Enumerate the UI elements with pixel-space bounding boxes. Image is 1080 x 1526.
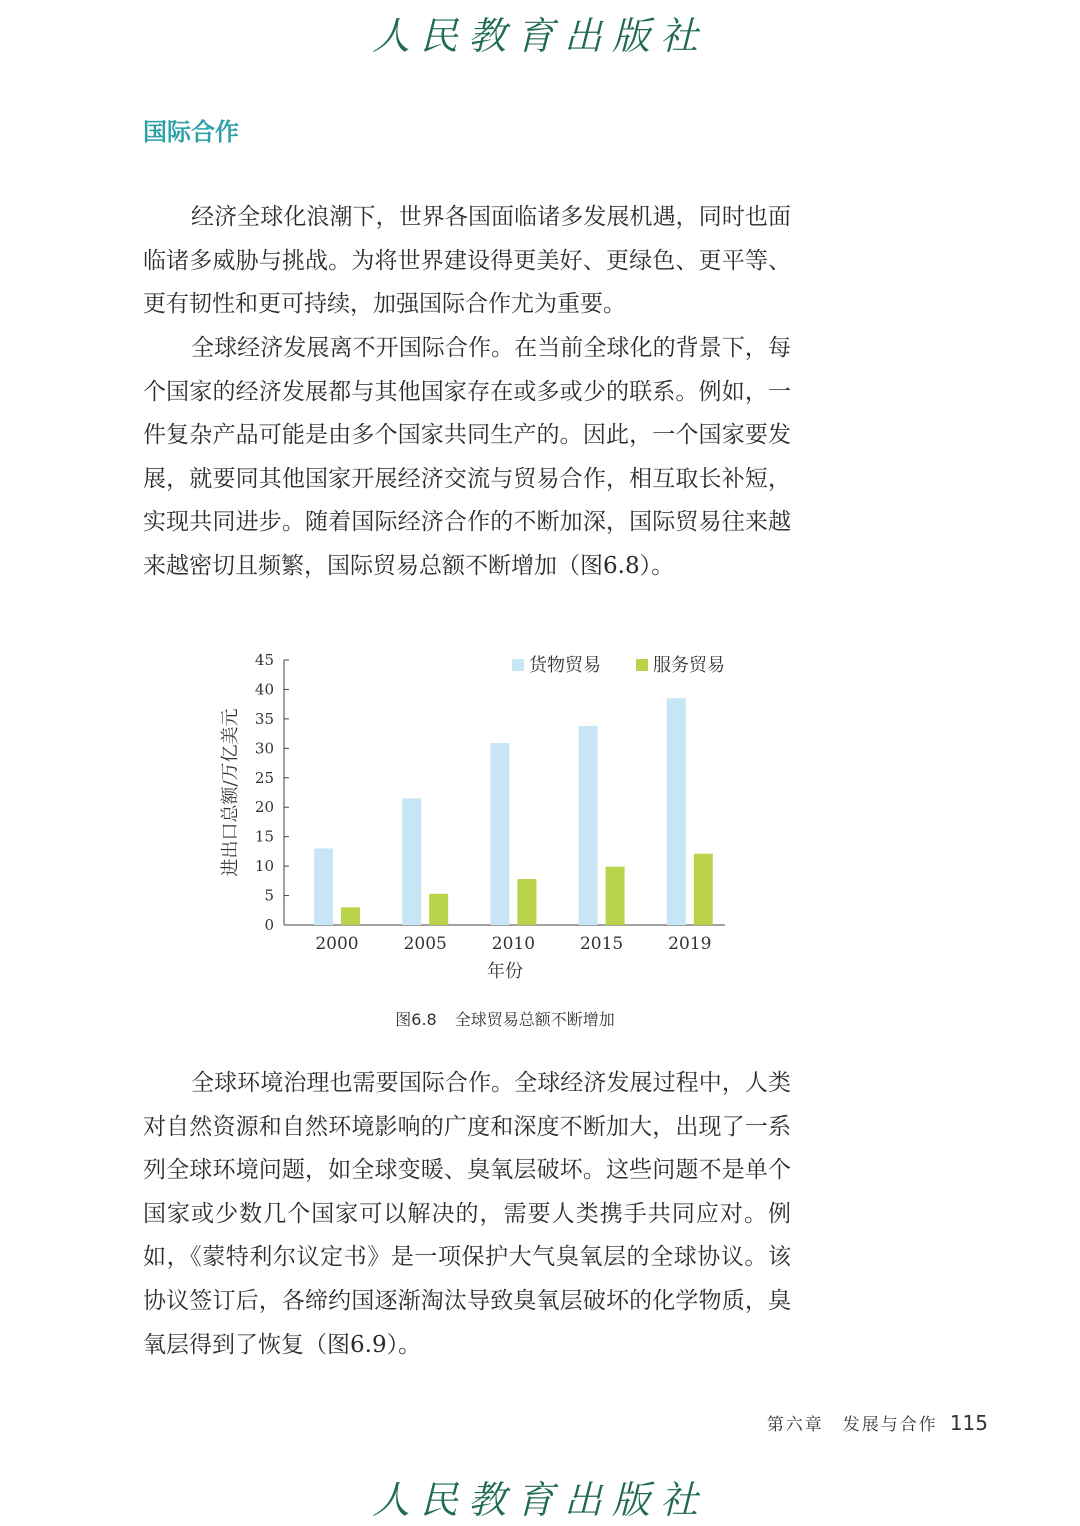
x-tick-label: 2000	[315, 934, 359, 954]
section-title: 国际合作	[143, 118, 239, 146]
legend-label: 服务贸易	[653, 655, 725, 676]
y-tick-label: 0	[264, 916, 274, 934]
y-tick-label: 15	[254, 827, 274, 846]
publisher-watermark-top	[0, 2, 1080, 62]
page-footer	[767, 1410, 988, 1435]
bar-goods	[579, 726, 598, 925]
bar-goods	[402, 798, 421, 925]
trade-bar-chart	[200, 645, 760, 995]
paragraph-2: 全球经济发展离不开国际合作。在当前全球化的背景下，每个国家的经济发展都与其他国家存在或多或少的联系。例如，一件复杂产品可能是由多个国家共同生产的。因此，一个国家要发展，就要同其他国家开展经济交流与贸易合作，相互取长补短，实现共同进步。随着国际经济合作的不断加深，国际贸易往来越来越密切且频繁，国际贸易总额不断增加（图6.8）。	[143, 335, 791, 579]
x-tick-label: 2019	[668, 934, 712, 954]
legend-swatch	[512, 659, 524, 671]
chart-svg	[200, 645, 760, 995]
legend-label: 货物贸易	[529, 655, 601, 676]
x-tick-label: 2010	[491, 934, 536, 954]
x-axis-label: 年份	[487, 961, 523, 982]
y-tick-label: 30	[254, 739, 274, 758]
figure-title: 全球贸易总额不断增加	[454, 1010, 615, 1029]
bar-services	[606, 867, 625, 925]
y-tick-label: 40	[254, 680, 274, 699]
bar-goods	[490, 743, 509, 925]
footer-chapter: 第六章 发展与合作	[766, 1415, 938, 1435]
bar-goods	[667, 698, 686, 925]
x-tick-label: 2005	[403, 934, 447, 954]
bar-goods	[314, 848, 333, 925]
bar-services	[694, 854, 713, 925]
watermark-text: 人民教育出版社	[371, 13, 708, 58]
figure-caption	[0, 1007, 1010, 1030]
y-axis-label: 进出口总额/万亿美元	[220, 708, 241, 877]
page-number: 115	[949, 1411, 988, 1435]
bar-services	[341, 907, 360, 925]
bar-services	[517, 879, 536, 925]
paragraph-1: 经济全球化浪潮下，世界各国面临诸多发展机遇，同时也面临诸多威胁与挑战。为将世界建设得更美好、更绿色、更平等、更有韧性和更可持续，加强国际合作尤为重要。	[143, 204, 791, 318]
x-tick-label: 2015	[579, 934, 624, 954]
figure-number: 图6.8	[395, 1010, 437, 1029]
y-tick-label: 35	[254, 709, 274, 728]
y-tick-label: 5	[264, 886, 274, 905]
publisher-watermark-bottom	[0, 1466, 1080, 1526]
legend-swatch	[636, 659, 648, 671]
y-tick-label: 45	[254, 651, 274, 669]
paragraph-3: 全球环境治理也需要国际合作。全球经济发展过程中，人类对自然资源和自然环境影响的广度和深度不断加大，出现了一系列全球环境问题，如全球变暖、臭氧层破坏。这些问题不是单个国家或少数几个国家可以解决的，需要人类携手共同应对。例如，《蒙特利尔议定书》是一项保护大气臭氧层的全球协议。该协议签订后，各缔约国逐渐淘汰导致臭氧层破坏的化学物质，臭氧层得到了恢复（图6.9）。	[143, 1070, 791, 1358]
y-tick-label: 10	[254, 857, 274, 876]
bar-services	[429, 894, 448, 925]
y-tick-label: 20	[254, 798, 274, 817]
watermark-text: 人民教育出版社	[371, 1477, 708, 1522]
y-tick-label: 25	[254, 768, 274, 787]
